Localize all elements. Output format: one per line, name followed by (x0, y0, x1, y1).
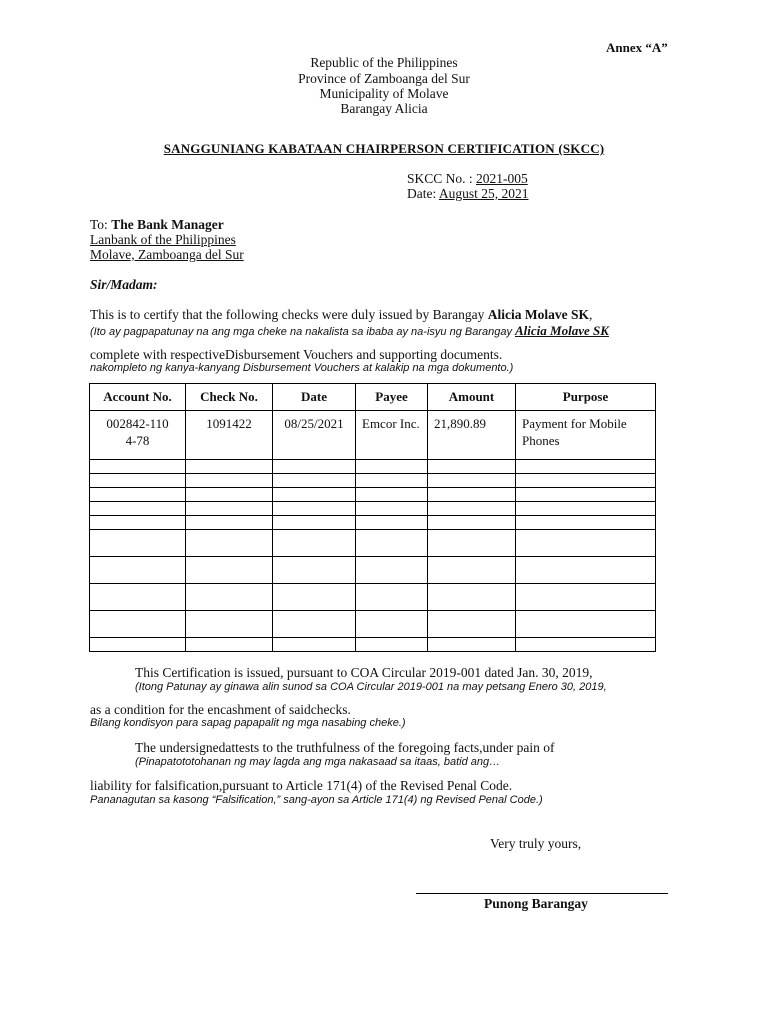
attest-translation: (Pinapatototohanan ng may lagda ang mga nakasaad sa itaas, batid ang… (135, 756, 501, 768)
checks-table (89, 383, 656, 652)
header-municipality: Municipality of Molave (319, 86, 449, 101)
certify-text: This is to certify that the following checks were duly issued by Barangay (90, 307, 488, 322)
recipient-bank: Lanbank of the Philippines (90, 232, 236, 247)
cell-amount: 21,890.89 (428, 411, 516, 460)
table-row (90, 516, 656, 530)
certify-end: , (589, 307, 593, 322)
closing-text: Very truly yours, (490, 836, 582, 851)
skcc-number-label: SKCC No. : (407, 171, 477, 186)
table-row (90, 611, 656, 638)
coa-translation: (Itong Patunay ay ginawa alin sunod sa COA Circular 2019-001 na may petsang Enero 30, 2019, (135, 681, 607, 693)
signature-line (416, 893, 668, 894)
certify-translation-text: (Ito ay pagpapatunay na ang mga cheke na nakalista sa ibaba ay na-isyu ng Barangay (90, 326, 516, 338)
annex-label: Annex “A” (606, 40, 668, 55)
col-header-purpose: Purpose (516, 384, 656, 411)
encashment-paragraph: as a condition for the encashment of saidchecks. (90, 702, 351, 717)
table-row (90, 557, 656, 584)
cell-date: 08/25/2021 (273, 411, 356, 460)
vouchers-paragraph: complete with respectiveDisbursement Vouchers and supporting documents. (90, 347, 503, 362)
table-row (90, 474, 656, 488)
table-row (90, 460, 656, 474)
table-row (90, 638, 656, 652)
attest-paragraph: The undersignedattests to the truthfulness of the foregoing facts,under pain of (135, 740, 555, 755)
encashment-translation: Bilang kondisyon para sapag papapalit ng mga nasabing cheke.) (90, 717, 406, 729)
recipient-to-label: To: (90, 217, 112, 232)
salutation: Sir/Madam: (90, 277, 158, 292)
certify-barangay: Alicia Molave SK (487, 307, 590, 322)
certify-translation-barangay: Alicia Molave SK (515, 323, 609, 338)
table-header-row (90, 384, 656, 411)
cell-payee: Emcor Inc. (356, 411, 428, 460)
skcc-date-label: Date: (407, 186, 439, 201)
header-province: Province of Zamboanga del Sur (298, 71, 470, 86)
table-row (90, 488, 656, 502)
certify-translation (90, 322, 609, 340)
cell-purpose: Payment for Mobile Phones (516, 411, 656, 460)
liability-paragraph: liability for falsification,pursuant to Article 171(4) of the Revised Penal Code. (90, 778, 513, 793)
coa-paragraph: This Certification is issued, pursuant to COA Circular 2019-001 dated Jan. 30, 2019, (135, 665, 593, 680)
cell-check: 1091422 (186, 411, 273, 460)
table-row (90, 502, 656, 516)
col-header-amount: Amount (428, 384, 516, 411)
vouchers-translation: nakompleto ng kanya-kanyang Disbursement Vouchers at kalakip na mga dokumento.) (90, 362, 514, 374)
col-header-account: Account No. (90, 384, 186, 411)
recipient-name: The Bank Manager (111, 217, 224, 232)
cell-account: 002842-1104-78 (90, 411, 186, 460)
document-title: SANGGUNIANG KABATAAN CHAIRPERSON CERTIFICATION (SKCC) (163, 141, 605, 156)
skcc-number (407, 171, 528, 187)
signatory-title: Punong Barangay (484, 896, 588, 911)
recipient-address: Molave, Zamboanga del Sur (90, 247, 244, 262)
col-header-check: Check No. (186, 384, 273, 411)
certify-paragraph (90, 307, 592, 323)
table-row (90, 411, 656, 460)
col-header-date: Date (273, 384, 356, 411)
liability-translation: Pananagutan sa kasong “Falsification,” sang-ayon sa Article 171(4) ng Revised Penal Code.) (90, 794, 543, 806)
header-barangay: Barangay Alicia (340, 101, 428, 116)
col-header-payee: Payee (356, 384, 428, 411)
table-row (90, 584, 656, 611)
skcc-number-value: 2021-005 (476, 171, 528, 186)
skcc-date-value: August 25, 2021 (438, 186, 529, 201)
header-country: Republic of the Philippines (310, 55, 458, 70)
skcc-date (407, 186, 529, 202)
table-row (90, 530, 656, 557)
recipient-line (90, 217, 224, 233)
